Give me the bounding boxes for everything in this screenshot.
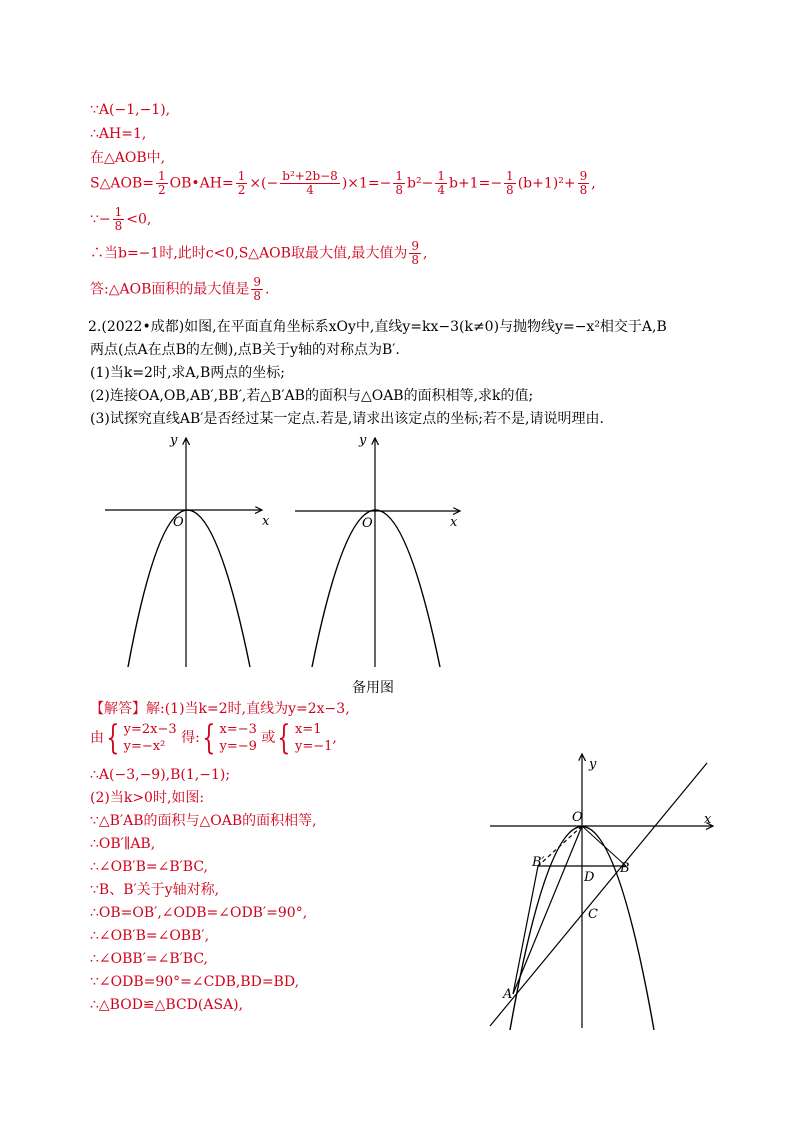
max-line	[90, 240, 428, 267]
area-mid5: b+1=−	[448, 175, 503, 192]
max-text: ∴当b=−1时,此时c<0,S△AOB取最大值,最大值为	[90, 245, 408, 262]
solution-tag: 【解答】	[90, 701, 146, 717]
y-label: y	[359, 433, 367, 448]
frac-coef3: $\frac{1}{8}$	[506, 169, 514, 197]
area-mid6: (b+1)²+	[517, 175, 576, 192]
system-line: 由{ y=2x−3 y=−x² 得:{ x=−3 y=−9 或{ x=1 y=−1 ,	[90, 718, 337, 758]
solution-line-3: ∴A(−3,−9),B(1,−1);	[90, 767, 231, 783]
area-mid3: )×1=−	[341, 175, 392, 192]
frac-neg: $\frac{1}{8}$	[114, 205, 123, 233]
de-text: 得:	[181, 730, 200, 746]
frac-const: $\frac{9}{8}$	[579, 169, 588, 197]
huo-text: 或	[261, 730, 276, 746]
solution-line-4: (2)当k>0时,如图:	[90, 790, 205, 806]
question-3: (3)试探究直线AB′是否经过某一定点.若是,请求出该定点的坐标;若不是,请说明理由.	[90, 411, 604, 427]
question-1: (1)当k=2时,求A,B两点的坐标;	[90, 365, 285, 381]
max-end: ,	[423, 245, 428, 262]
frac-half: $\frac{1}{2}$	[157, 169, 166, 197]
area-mid4: b²−	[407, 175, 434, 192]
neg-post: <0,	[126, 211, 152, 228]
y-label: y	[589, 757, 597, 772]
solution-line-10: ∴∠OB′B=∠OBB′,	[90, 928, 210, 944]
problem-line-1: 2.(2022•成都)如图,在平面直角坐标系xOy中,直线y=kx−3(k≠0)与抛物线y=−x²相交于A,B	[88, 319, 667, 335]
solution-line-13: ∴△BOD≌△BCD(ASA),	[90, 997, 244, 1013]
solution-line-6: ∴OB′∥AB,	[90, 836, 156, 852]
origin-label: O	[362, 516, 373, 531]
point-a-label: A	[503, 987, 513, 1002]
x-label: x	[704, 812, 712, 827]
area-end: ,	[591, 175, 596, 192]
solution-line-9: ∴OB=OB′,∠ODB=∠ODB′=90°,	[90, 905, 308, 921]
figure-2	[295, 433, 460, 667]
you-text: 由	[90, 730, 104, 746]
x-label: x	[262, 514, 270, 529]
point-o-label: O	[572, 810, 583, 825]
area-mid2: ×(−	[249, 175, 279, 192]
solution-line-5: ∵△B′AB的面积与△OAB的面积相等,	[90, 813, 317, 829]
segment-o-bprime	[538, 826, 582, 866]
solution-line-11: ∴∠OBB′=∠B′BC,	[90, 951, 209, 967]
system-1: y=2x−3 y=−x²	[123, 722, 177, 754]
neg-pre: ∵−	[90, 211, 111, 228]
solution-line-12: ∵∠ODB=90°=∠CDB,BD=BD,	[90, 974, 300, 990]
area-formula-line	[90, 170, 596, 197]
frac-coef2: $\frac{1}{4}$	[437, 169, 445, 197]
segment-o-b	[582, 826, 626, 866]
segment-a-o	[513, 826, 582, 994]
solution-figure	[485, 748, 725, 1030]
frac-answer: $\frac{9}{8}$	[253, 275, 261, 303]
top-line-3: 在△AOB中,	[90, 150, 166, 166]
figure-caption: 备用图	[352, 680, 394, 696]
parabola	[312, 510, 440, 667]
top-line-2: ∴AH=1,	[90, 126, 147, 142]
solution-line-7: ∴∠OB′B=∠B′BC,	[90, 859, 209, 875]
solution-line-1	[90, 700, 350, 718]
answer-line	[90, 276, 269, 303]
y-label: y	[170, 433, 178, 448]
blank-figures	[100, 430, 470, 675]
area-mid1: OB•AH=	[169, 175, 234, 192]
figure-1	[105, 433, 270, 667]
frac-poly: $\frac{\text{b²+2b−8}}{4}$	[282, 169, 338, 197]
area-lhs: S△AOB=	[90, 175, 154, 192]
line-ab	[490, 763, 707, 1026]
frac-max: $\frac{9}{8}$	[411, 239, 420, 267]
negative-line	[90, 206, 151, 233]
solution-text-1: 解:(1)当k=2时,直线为y=2x−3,	[146, 701, 350, 717]
point-bprime-label: B′	[532, 855, 545, 870]
point-c-label: C	[588, 907, 598, 922]
solution-line-8: ∵B、B′关于y轴对称,	[90, 882, 220, 898]
x-label: x	[450, 515, 458, 530]
point-d-label: D	[584, 870, 595, 885]
top-line-1: ∵A(−1,−1),	[90, 102, 171, 118]
problem-line-2: 两点(点A在点B的左侧),点B关于y轴的对称点为B′.	[90, 342, 400, 358]
frac-coef1: $\frac{1}{8}$	[395, 169, 404, 197]
origin-label: O	[173, 515, 184, 530]
question-2: (2)连接OA,OB,AB′,BB′,若△B′AB的面积与△OAB的面积相等,求k的值;	[90, 388, 534, 404]
segment-a-bprime	[513, 866, 538, 994]
answer-text: 答:△AOB面积的最大值是	[90, 281, 250, 298]
frac-half-2: $\frac{1}{2}$	[237, 169, 246, 197]
parabola	[128, 510, 250, 667]
system-3: x=1 y=−1	[294, 722, 333, 754]
point-b-label: B	[620, 861, 630, 876]
answer-end: .	[265, 281, 270, 298]
system-2: x=−3 y=−9	[219, 722, 257, 754]
